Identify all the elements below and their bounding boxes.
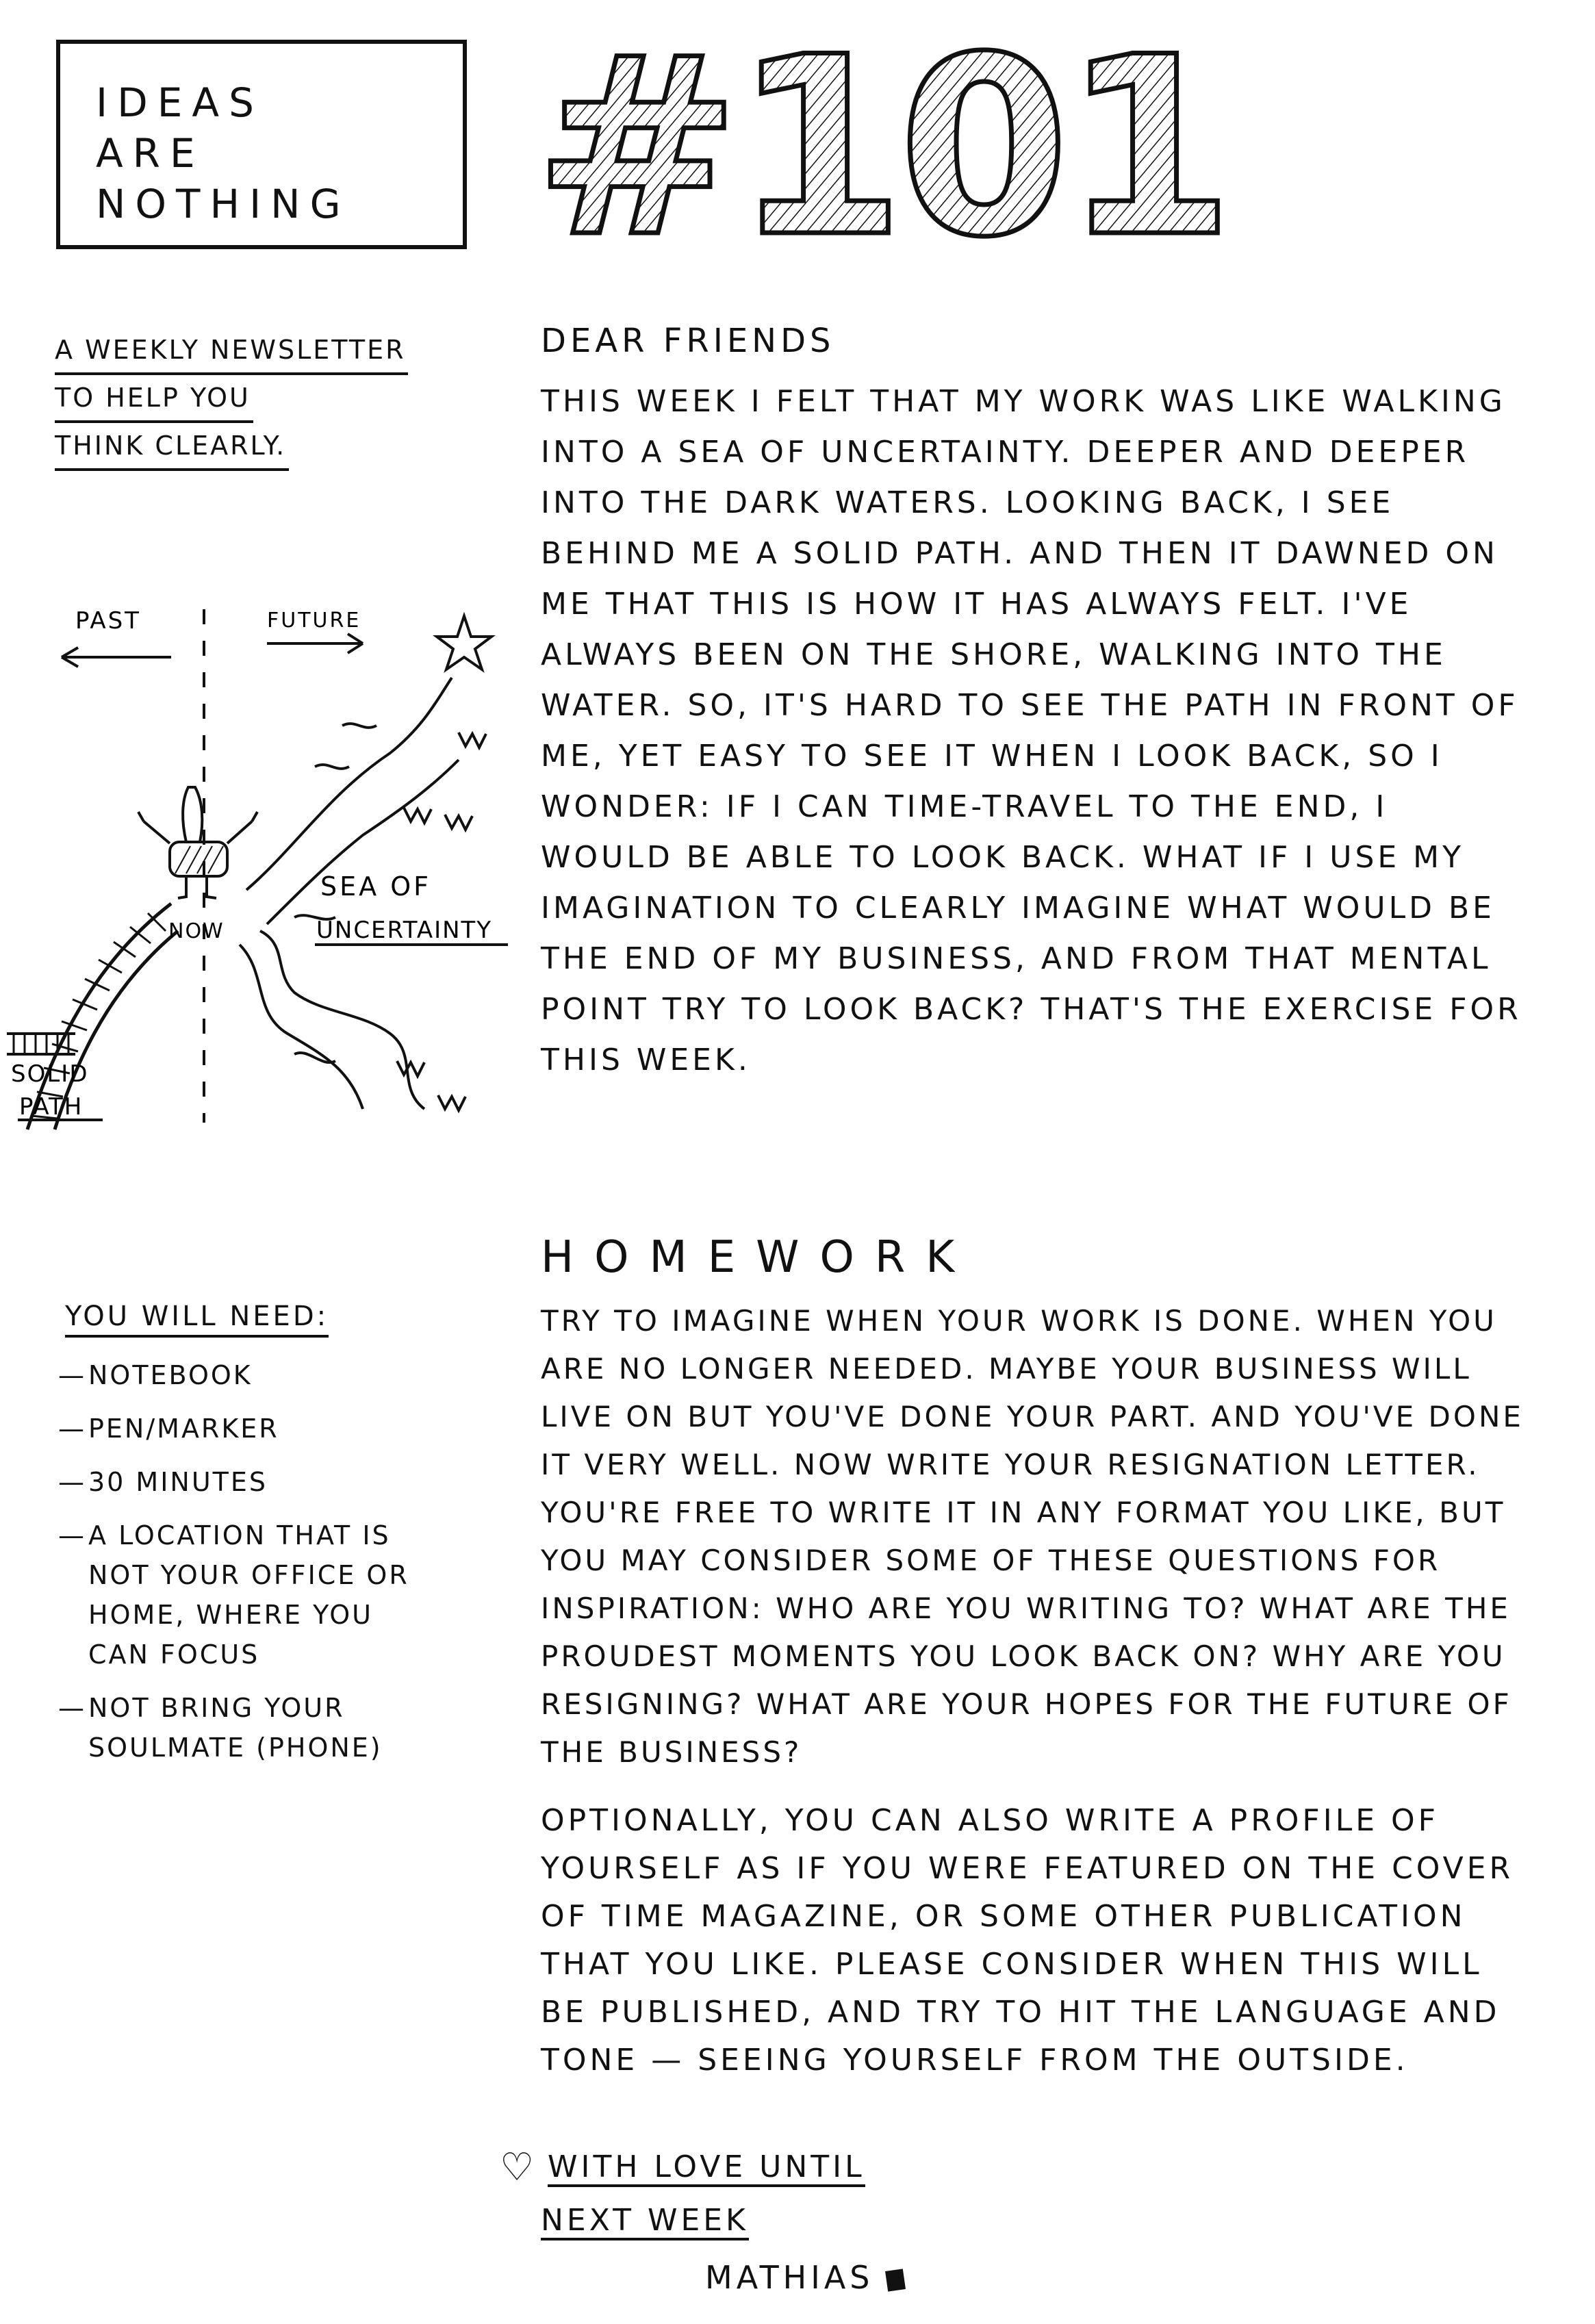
heart-icon: ♡ [500, 2145, 535, 2190]
title-box [56, 40, 467, 249]
sea-label-line-2: UNCERTAINTY [316, 917, 493, 944]
signature-name: MATHIAS [705, 2259, 874, 2296]
signature-mark-icon [885, 2269, 906, 2291]
title-line-1: IDEAS [96, 79, 264, 126]
signoff-line-2: NEXT WEEK [541, 2203, 749, 2240]
homework-optional: OPTIONALLY, YOU CAN ALSO WRITE A PROFILE OF YOURSELF AS IF YOU WERE FEATURED ON THE COVER OF TIME MAGAZINE, OR SOME OTHER PUBLICATION THAT YOU LIKE. PLEASE CONSIDER WHEN THIS WILL BE PUBLISHED, AND TRY TO HIT THE LANGUAGE AND TONE — SEEING YOURSELF FROM THE OUTSIDE. [541, 1803, 1514, 2078]
tagline-line-2: TO HELP YOU [55, 375, 253, 423]
list-item-location: — A LOCATION THAT IS NOT YOUR OFFICE OR HOME, WHERE YOU CAN FOCUS [58, 1516, 442, 1674]
tagline [55, 327, 411, 471]
solid-path-rungs [31, 913, 166, 1119]
homework-heading: HOMEWORK [541, 1232, 975, 1283]
signoff-line-1: WITH LOVE UNTIL [548, 2149, 865, 2187]
list-item-pen-marker: — PEN/MARKER [58, 1409, 442, 1448]
signature [705, 2259, 904, 2296]
list-item-no-phone: — NOT BRING YOUR SOULMATE (PHONE) [58, 1688, 442, 1767]
path-label-line-2: PATH [19, 1093, 84, 1121]
path-label-line-1: SOLID [11, 1060, 89, 1088]
future-arrow-icon [267, 634, 363, 653]
title-line-2: ARE [96, 130, 205, 177]
you-will-need-list [58, 1355, 442, 1781]
letter-greeting: DEAR FRIENDS [541, 322, 835, 360]
person-figure-icon [138, 787, 257, 898]
list-item-notebook: — NOTEBOOK [58, 1355, 442, 1395]
tagline-line-1: A WEEKLY NEWSLETTER [55, 327, 408, 375]
star-icon [437, 616, 492, 669]
issue-number-text: #101 [534, 4, 1228, 291]
sea-label-line-1: SEA OF [320, 871, 431, 902]
now-label: NOW [168, 919, 225, 943]
you-will-need-heading: YOU WILL NEED: [65, 1301, 329, 1338]
past-label: PAST [75, 607, 141, 635]
issue-number [527, 4, 1228, 291]
person-body-hatching [175, 846, 223, 873]
list-item-thirty-minutes: — 30 MINUTES [58, 1462, 442, 1502]
sea-of-uncertainty-sketch [7, 589, 513, 1136]
homework-body: TRY TO IMAGINE WHEN YOUR WORK IS DONE. WHEN YOU ARE NO LONGER NEEDED. MAYBE YOUR BUSINESS WILL LIVE ON BUT YOU'VE DONE YOUR PART. AND YOU'VE DONE IT VERY WELL. NOW WRITE YOUR RESIGNATION LETTER. YOU'RE FREE TO WRITE IT IN ANY FORMAT YOU LIKE, BUT YOU MAY CONSIDER SOME OF THESE QUESTIONS FOR INSPIRATION: WHO ARE YOU WRITING TO? WHAT ARE THE PROUDEST MOMENTS YOU LOOK BACK ON? WHY ARE YOU RESIGNING? WHAT ARE YOUR HOPES FOR THE FUTURE OF THE BUSINESS? [541, 1304, 1524, 1769]
tagline-line-3: THINK CLEARLY. [55, 423, 289, 471]
future-label: FUTURE [267, 609, 361, 633]
past-arrow-icon [62, 648, 171, 667]
letter-body: THIS WEEK I FELT THAT MY WORK WAS LIKE WALKING INTO A SEA OF UNCERTAINTY. DEEPER AND DEEPER INTO THE DARK WATERS. LOOKING BACK, I SEE BEHIND ME A SOLID PATH. AND THEN IT DAWNED ON ME THAT THIS IS HOW IT HAS ALWAYS FELT. I'VE ALWAYS BEEN ON THE SHORE, WALKING INTO THE WATER. SO, IT'S HARD TO SEE THE PATH IN FRONT OF ME, YET EASY TO SEE IT WHEN I LOOK BACK, SO I WONDER: IF I CAN TIME-TRAVEL TO THE END, I WOULD BE ABLE TO LOOK BACK. WHAT IF I USE MY IMAGINATION TO CLEARLY IMAGINE WHAT WOULD BE THE END OF MY BUSINESS, AND FROM THAT MENTAL POINT TRY TO LOOK BACK? THAT'S THE EXERCISE FOR THIS WEEK. [541, 384, 1522, 1077]
title-line-3: NOTHING [96, 181, 350, 227]
